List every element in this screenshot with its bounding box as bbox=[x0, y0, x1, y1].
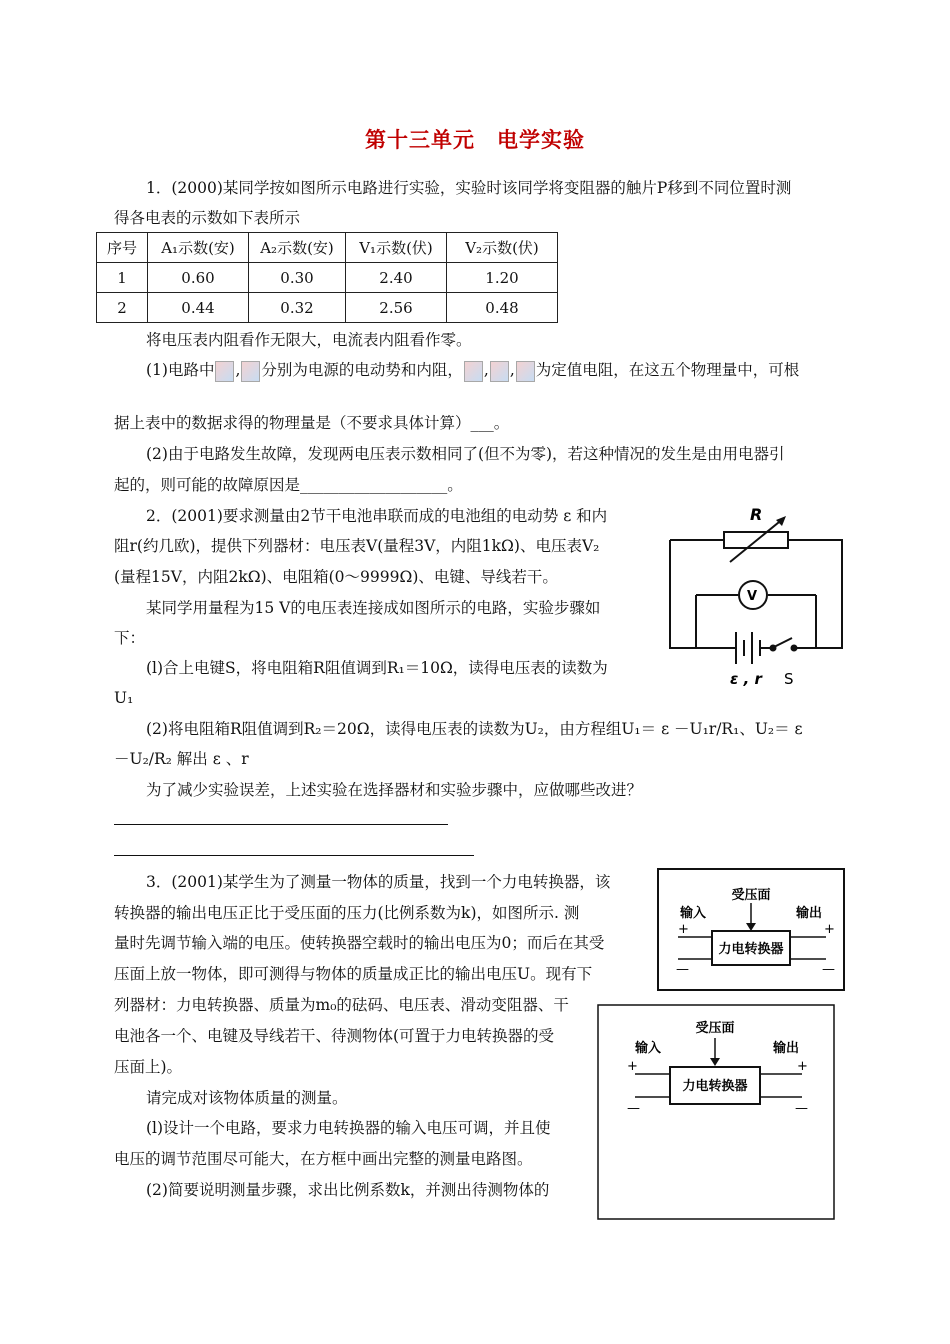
q2-line5: 下： bbox=[114, 629, 146, 647]
q3-line10: 电压的调节范围尽可能大，在方框中画出完整的测量电路图。 bbox=[114, 1150, 533, 1168]
minus-sign: — bbox=[627, 1101, 640, 1116]
switch-label: S bbox=[784, 670, 794, 688]
q1-table bbox=[96, 232, 558, 323]
q1-part1-c: 为定值电阻，在这五个物理量中，可根 bbox=[535, 361, 800, 379]
plus-sign: + bbox=[678, 922, 689, 937]
broken-image-icon bbox=[464, 361, 483, 382]
table-header-cell: V₂示数(伏) bbox=[447, 233, 558, 263]
q2-line10: 为了减少实验误差，上述实验在选择器材和实验步骤中，应做哪些改进？ bbox=[146, 781, 643, 799]
q2-line9: －U₂/R₂ 解出 ε 、r bbox=[114, 750, 249, 768]
q2-line1: 2．(2001)要求测量由2节干电池串联而成的电池组的电动势 ε 和内 bbox=[146, 507, 608, 525]
q1-line2: 得各电表的示数如下表所示 bbox=[114, 209, 301, 227]
table-cell: 0.48 bbox=[447, 293, 558, 323]
voltmeter-label: V bbox=[747, 589, 758, 604]
q3-line5: 列器材：力电转换器、质量为m₀的砝码、电压表、滑动变阻器、干 bbox=[114, 996, 569, 1014]
table-cell: 0.60 bbox=[148, 263, 249, 293]
answer-line bbox=[114, 855, 474, 856]
q1-part2-line2: 起的，则可能的故障原因是___________________。 bbox=[114, 476, 463, 494]
broken-image-icon bbox=[215, 361, 234, 382]
table-cell: 2.56 bbox=[346, 293, 447, 323]
broken-image-icon bbox=[516, 361, 535, 382]
table-cell: 0.30 bbox=[249, 263, 346, 293]
minus-sign: — bbox=[822, 962, 835, 977]
q3-line8: 请完成对该物体质量的测量。 bbox=[146, 1089, 348, 1107]
broken-image-icon bbox=[241, 361, 260, 382]
q2-line6: (l)合上电键S，将电阻箱R阻值调到R₁＝10Ω，读得电压表的读数为 bbox=[146, 659, 608, 677]
table-cell: 0.44 bbox=[148, 293, 249, 323]
transducer-label: 力电转换器 bbox=[718, 942, 784, 957]
table-header-cell: A₁示数(安) bbox=[148, 233, 249, 263]
q3-line7: 压面上)。 bbox=[114, 1058, 183, 1076]
q3-line4: 压面上放一物体，即可测得与物体的质量成正比的输出电压U。现有下 bbox=[114, 965, 593, 983]
circuit-diagram bbox=[664, 500, 854, 690]
q3-line1: 3．(2001)某学生为了测量一物体的质量，找到一个力电转换器，该 bbox=[146, 873, 611, 891]
output-label: 输出 bbox=[773, 1041, 800, 1056]
arrow-down-icon bbox=[710, 1058, 720, 1066]
q1-part1-line1: (1)电路中 , 分别为电源的电动势和内阻， , , 为定值电阻，在这五个物理量中，可根 bbox=[146, 360, 799, 382]
answer-line bbox=[114, 824, 448, 825]
input-label: 输入 bbox=[635, 1041, 662, 1056]
output-label: 输出 bbox=[796, 906, 823, 921]
minus-sign: — bbox=[795, 1101, 808, 1116]
q2-line7: U₁ bbox=[114, 689, 134, 707]
transducer-figure-small bbox=[656, 867, 846, 993]
plus-sign: + bbox=[824, 922, 835, 937]
resistor-label: R bbox=[750, 505, 763, 524]
table-cell: 0.32 bbox=[249, 293, 346, 323]
table-cell: 2 bbox=[97, 293, 148, 323]
table-header-cell: 序号 bbox=[97, 233, 148, 263]
table-cell: 1 bbox=[97, 263, 148, 293]
page-title: 第十三单元 电学实验 bbox=[365, 128, 585, 152]
table-header-row bbox=[97, 233, 558, 263]
q2-line2: 阻r(约几欧)，提供下列器材：电压表V(量程3V，内阻1kΩ)、电压表V₂ bbox=[114, 537, 600, 555]
q2-line4: 某同学用量程为15 V的电压表连接成如图所示的电路，实验步骤如 bbox=[146, 599, 601, 617]
table-cell: 2.40 bbox=[346, 263, 447, 293]
pressure-surface-label: 受压面 bbox=[695, 1021, 735, 1036]
table-cell: 1.20 bbox=[447, 263, 558, 293]
q1-note: 将电压表内阻看作无限大，电流表内阻看作零。 bbox=[146, 331, 472, 349]
q1-line1: 1．(2000)某同学按如图所示电路进行实验，实验时该同学将变阻器的触片P移到不同位置时测 bbox=[146, 179, 792, 197]
table-header-cell: V₁示数(伏) bbox=[346, 233, 447, 263]
pressure-surface-label: 受压面 bbox=[731, 888, 771, 903]
q3-line6: 电池各一个、电键及导线若干、待测物体(可置于力电转换器的受 bbox=[114, 1027, 555, 1045]
q1-part1-a: (1)电路中 bbox=[146, 361, 215, 379]
q1-part1-b: 分别为电源的电动势和内阻， bbox=[261, 361, 463, 379]
q3-line9: (l)设计一个电路，要求力电转换器的输入电压可调，并且使 bbox=[146, 1119, 551, 1137]
q2-line3: (量程15V，内阻2kΩ)、电阻箱(0～9999Ω)、电键、导线若干。 bbox=[114, 568, 558, 586]
plus-sign: + bbox=[627, 1059, 638, 1074]
q3-line3: 量时先调节输入端的电压。使转换器空载时的输出电压为0；而后在其受 bbox=[114, 934, 605, 952]
table-row bbox=[97, 293, 558, 323]
q3-line2: 转换器的输出电压正比于受压面的压力(比例系数为k)，如图所示. 测 bbox=[114, 904, 580, 922]
input-label: 输入 bbox=[680, 906, 707, 921]
plus-sign: + bbox=[797, 1059, 808, 1074]
battery-label: ε , r bbox=[730, 670, 762, 688]
table-row bbox=[97, 263, 558, 293]
q1-part2-line1: (2)由于电路发生故障，发现两电压表示数相同了(但不为零)，若这种情况的发生是由用电器引 bbox=[146, 445, 785, 463]
broken-image-icon bbox=[490, 361, 509, 382]
transducer-answer-box bbox=[597, 1004, 837, 1222]
q2-line8: (2)将电阻箱R阻值调到R₂＝20Ω，读得电压表的读数为U₂，由方程组U₁＝ ε －U₁r/R₁、U₂＝ ε bbox=[146, 720, 803, 738]
q1-part1-line2: 据上表中的数据求得的物理量是（不要求具体计算）___。 bbox=[114, 414, 510, 432]
q3-line11: (2)简要说明测量步骤，求出比例系数k，并测出待测物体的 bbox=[146, 1181, 550, 1199]
arrow-down-icon bbox=[746, 923, 756, 931]
minus-sign: — bbox=[676, 962, 689, 977]
transducer-label: 力电转换器 bbox=[682, 1079, 748, 1094]
table-header-cell: A₂示数(安) bbox=[249, 233, 346, 263]
